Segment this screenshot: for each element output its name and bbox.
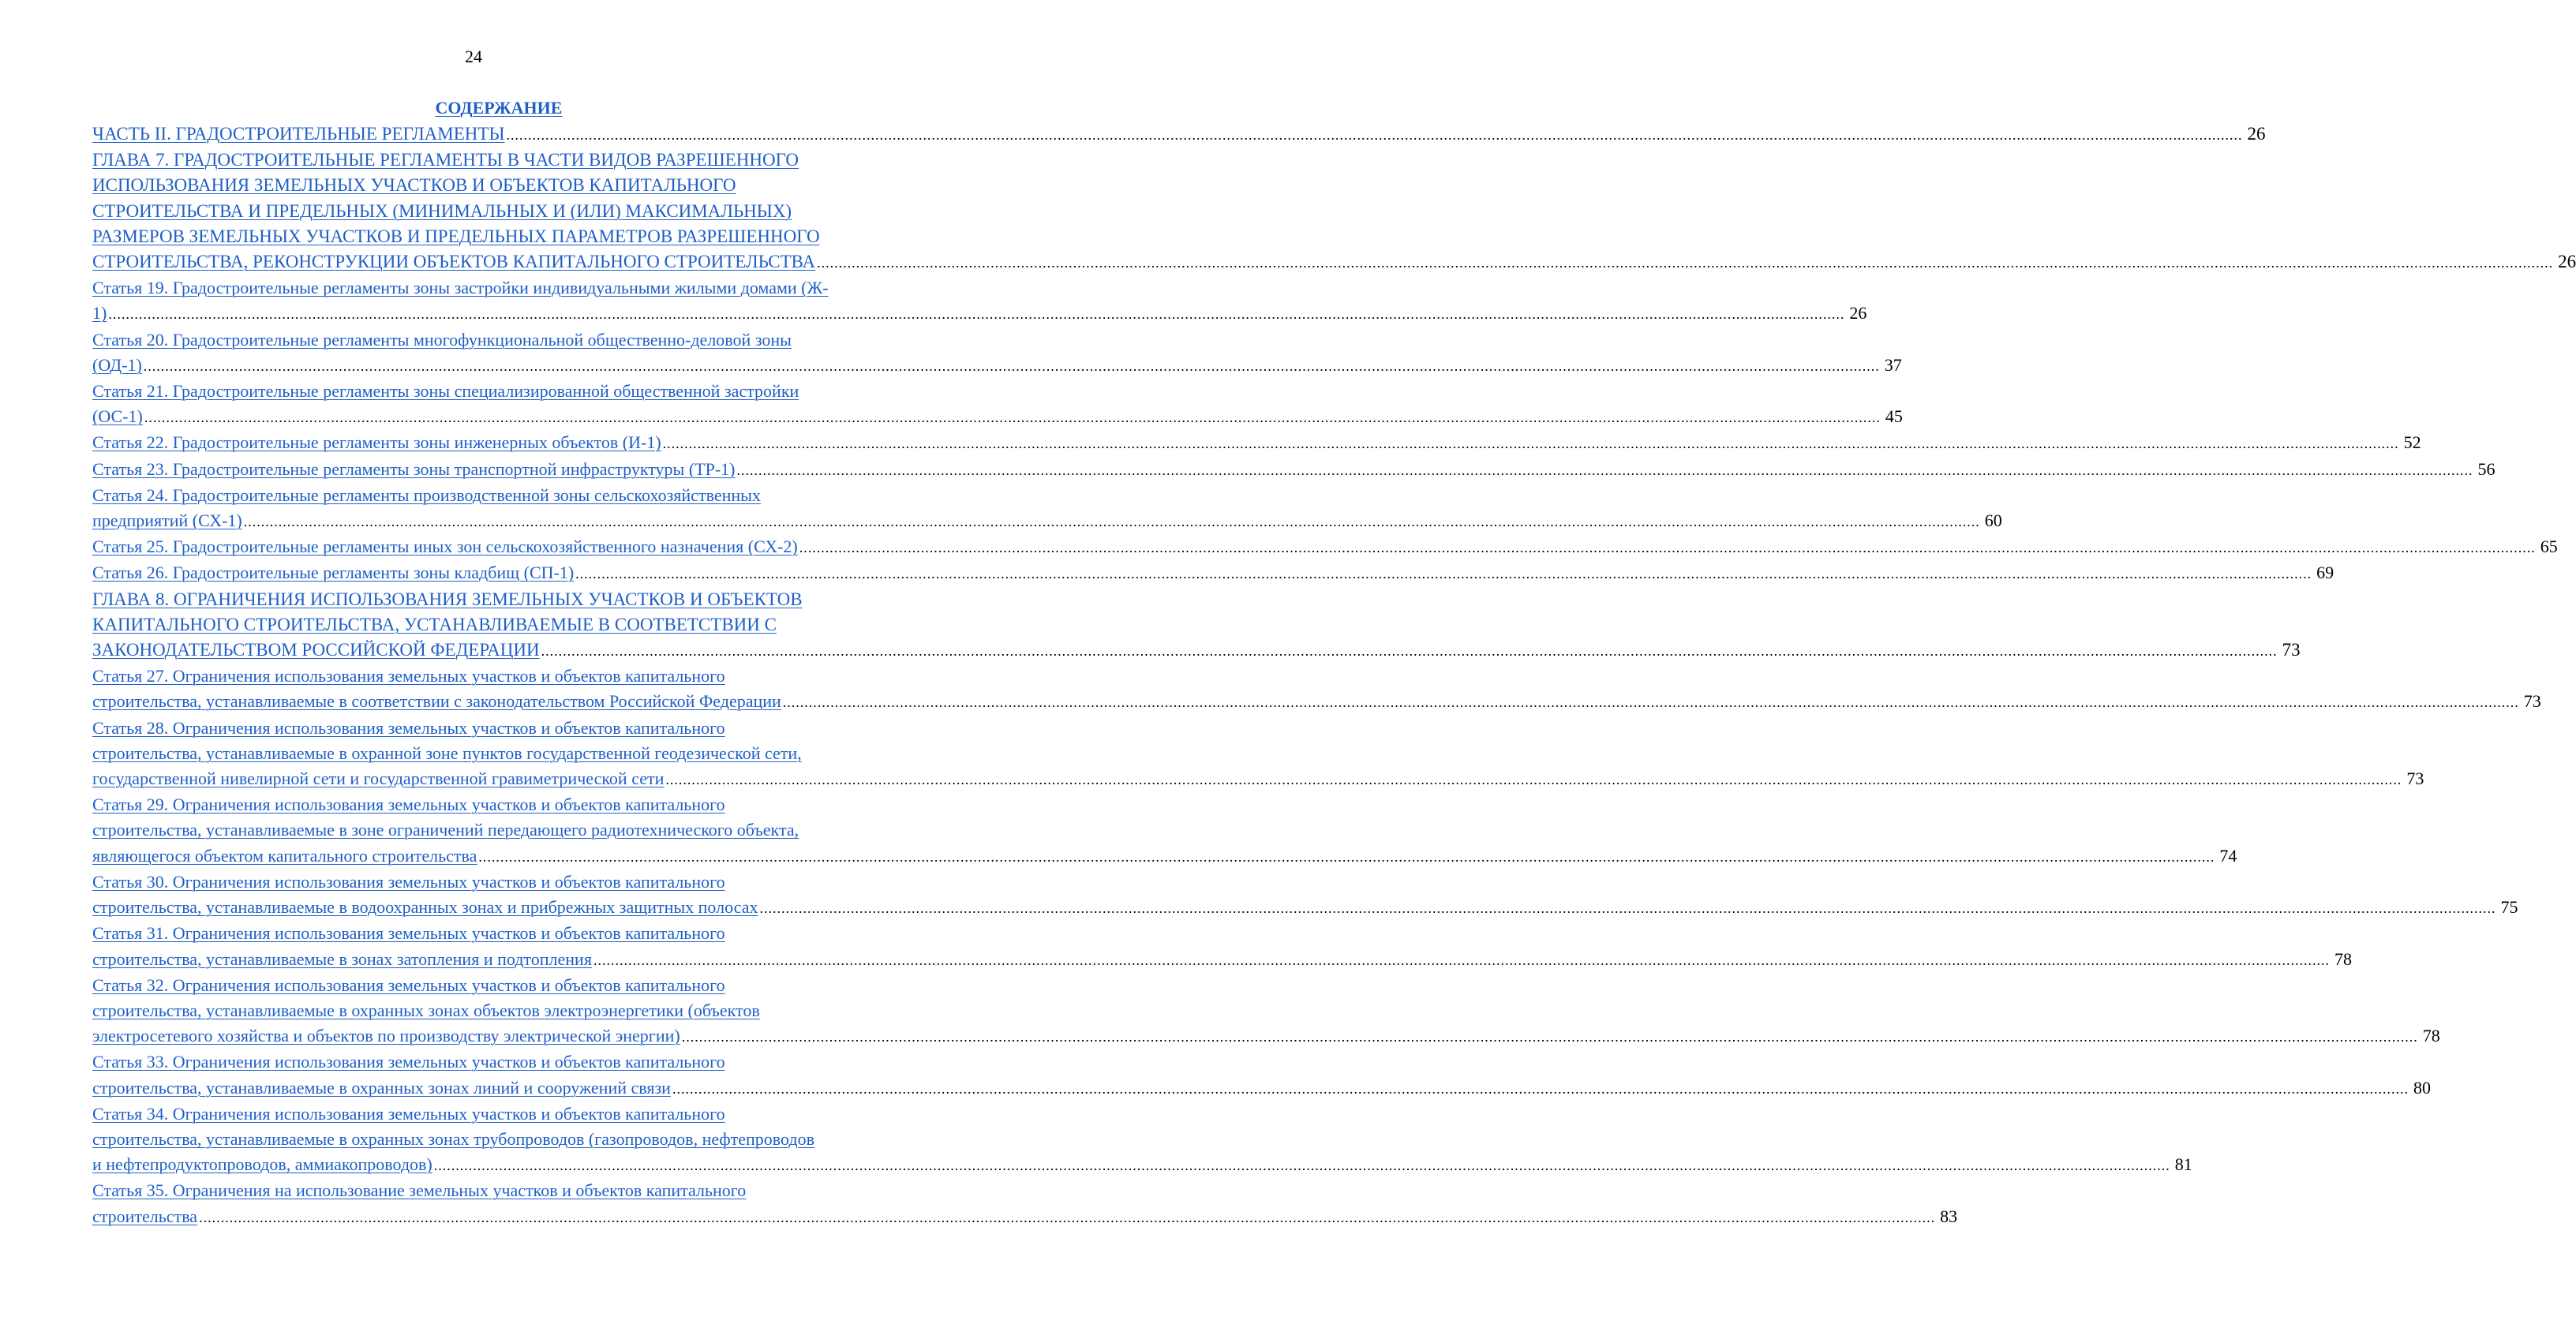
- toc-entry-text: [92, 534, 798, 559]
- toc-entry-line: [92, 998, 889, 1023]
- toc-page-number: 37: [1884, 354, 1902, 375]
- toc-entry[interactable]: [92, 379, 1903, 430]
- toc-entry-link[interactable]: Статья 22. Градостроительные регламенты зоны инженерных объектов (И-1): [92, 432, 661, 453]
- toc-entry-link[interactable]: Статья 27. Ограничения использования земельных участков и объектов капитального: [92, 666, 725, 686]
- toc-entry-link[interactable]: Статья 34. Ограничения использования земельных участков и объектов капитального: [92, 1103, 725, 1124]
- toc-entry[interactable]: [92, 327, 1902, 379]
- toc-entry-line: [92, 612, 889, 638]
- dot-leader: ................................................................................................................................................................................................................................................................................................................................................................................................................: [782, 694, 2519, 711]
- toc-entry[interactable]: [92, 122, 2266, 148]
- toc-entry-link[interactable]: строительства, устанавливаемые в зоне ограничений передающего радиотехнического объекта,: [92, 820, 799, 840]
- toc-entry-line: [92, 1127, 889, 1152]
- toc-page-number: 56: [2477, 458, 2496, 479]
- dot-leader: ................................................................................................................................................................................................................................................................................................................................................................................................................: [681, 1029, 2418, 1045]
- toc-entry-text: [92, 430, 661, 455]
- toc-entry-last-line: [92, 766, 2424, 792]
- toc-entry-line: [92, 224, 889, 249]
- toc-entry-text: [92, 301, 107, 326]
- toc-entry-line: [92, 379, 889, 404]
- toc-entry-link[interactable]: РАЗМЕРОВ ЗЕМЕЛЬНЫХ УЧАСТКОВ И ПРЕДЕЛЬНЫХ ПАРАМЕТРОВ РАЗРЕШЕННОГО: [92, 226, 820, 246]
- toc-entry-last-line: [92, 1075, 2431, 1101]
- toc-page-number: 80: [2413, 1077, 2431, 1098]
- toc-entry-text: [92, 1075, 671, 1101]
- table-of-contents: [92, 122, 2576, 1230]
- toc-page-number: 26: [2558, 252, 2576, 272]
- toc-entry-text: [92, 404, 143, 429]
- toc-entry-link[interactable]: ГЛАВА 8. ОГРАНИЧЕНИЯ ИСПОЛЬЗОВАНИЯ ЗЕМЕЛЬНЫХ УЧАСТКОВ И ОБЪЕКТОВ: [92, 589, 803, 609]
- toc-entry-last-line: [92, 430, 2421, 456]
- toc-entry-link[interactable]: электросетевого хозяйства и объектов по производству электрической энергии): [92, 1026, 680, 1046]
- toc-entry-last-line: [92, 404, 1903, 430]
- toc-entry-line: [92, 173, 889, 198]
- toc-page-number: 52: [2403, 432, 2421, 453]
- toc-entry-line: [92, 1101, 889, 1127]
- toc-page-number: 78: [2422, 1026, 2440, 1046]
- toc-page-number: 75: [2500, 897, 2518, 918]
- toc-entry-link[interactable]: Статья 30. Ограничения использования земельных участков и объектов капитального: [92, 871, 725, 892]
- toc-entry-last-line: [92, 534, 2558, 560]
- dot-leader: ................................................................................................................................................................................................................................................................................................................................................................................................................: [506, 127, 2243, 143]
- page-number: 24: [465, 47, 482, 66]
- toc-entry-text: [92, 353, 142, 378]
- toc-entry[interactable]: [92, 1049, 2431, 1101]
- toc-entry-link[interactable]: СТРОИТЕЛЬСТВА, РЕКОНСТРУКЦИИ ОБЪЕКТОВ КАПИТАЛЬНОГО СТРОИТЕЛЬСТВА: [92, 252, 816, 272]
- toc-entry-link[interactable]: ИСПОЛЬЗОВАНИЯ ЗЕМЕЛЬНЫХ УЧАСТКОВ И ОБЪЕКТОВ КАПИТАЛЬНОГО: [92, 175, 736, 196]
- dot-leader: ................................................................................................................................................................................................................................................................................................................................................................................................................: [817, 255, 2554, 271]
- toc-entry-last-line: [92, 947, 2352, 973]
- toc-entry[interactable]: [92, 664, 2541, 715]
- toc-entry-link[interactable]: строительства, устанавливаемые в охранных зонах трубопроводов (газопроводов, нефтепроводов: [92, 1128, 814, 1149]
- toc-entry-link[interactable]: Статья 33. Ограничения использования земельных участков и объектов капитального: [92, 1052, 725, 1072]
- toc-entry[interactable]: [92, 587, 2301, 664]
- toc-entry-link[interactable]: и нефтепродуктопроводов, аммиакопроводов): [92, 1154, 432, 1175]
- toc-page-number: 45: [1885, 406, 1903, 427]
- toc-entry-last-line: [92, 1023, 2440, 1049]
- toc-entry-link[interactable]: Статья 31. Ограничения использования земельных участков и объектов капитального: [92, 923, 725, 944]
- toc-entry-link[interactable]: 1): [92, 303, 107, 324]
- toc-entry[interactable]: [92, 716, 2424, 793]
- toc-entry-text: [92, 895, 758, 920]
- toc-entry-last-line: [92, 457, 2496, 483]
- toc-entry-line: [92, 275, 889, 301]
- toc-entry-link[interactable]: Статья 25. Градостроительные регламенты иных зон сельскохозяйственного назначения (СХ-2): [92, 537, 798, 557]
- dot-leader: ................................................................................................................................................................................................................................................................................................................................................................................................................: [672, 1080, 2409, 1097]
- toc-entry-text: [92, 638, 540, 663]
- toc-entry-text: [92, 689, 781, 714]
- toc-page-number: 83: [1940, 1206, 1958, 1226]
- toc-entry-line: [92, 664, 889, 689]
- toc-entry-link[interactable]: строительства, устанавливаемые в охранной зоне пунктов государственной геодезической сети,: [92, 742, 802, 763]
- toc-entry-line: [92, 921, 889, 946]
- dot-leader: ................................................................................................................................................................................................................................................................................................................................................................................................................: [575, 566, 2312, 582]
- toc-entry-line: [92, 199, 889, 224]
- toc-entry-link[interactable]: КАПИТАЛЬНОГО СТРОИТЕЛЬСТВА, УСТАНАВЛИВАЕМЫЕ В СООТВЕТСТВИИ С: [92, 614, 777, 634]
- dot-leader: ................................................................................................................................................................................................................................................................................................................................................................................................................: [665, 772, 2402, 788]
- toc-entry-link[interactable]: Статья 19. Градостроительные регламенты зоны застройки индивидуальными жилыми домами (Ж-: [92, 278, 829, 298]
- toc-entry[interactable]: [92, 275, 1867, 327]
- toc-entry-last-line: [92, 1152, 2192, 1178]
- toc-entry-last-line: [92, 301, 1867, 327]
- toc-entry-link[interactable]: ЧАСТЬ II. ГРАДОСТРОИТЕЛЬНЫЕ РЕГЛАМЕНТЫ: [92, 124, 505, 144]
- toc-entry-link[interactable]: строительства, устанавливаемые в охранных зонах объектов электроэнергетики (объектов: [92, 1000, 760, 1020]
- toc-entry-line: [92, 817, 889, 843]
- toc-entry-line: [92, 148, 889, 173]
- toc-entry-last-line: [92, 249, 2576, 275]
- toc-entry-link[interactable]: строительства, устанавливаемые в зонах затопления и подтопления: [92, 948, 592, 969]
- toc-entry-last-line: [92, 895, 2518, 921]
- toc-entry-last-line: [92, 689, 2541, 715]
- toc-entry-link[interactable]: Статья 20. Градостроительные регламенты многофункциональной общественно-деловой зоны: [92, 329, 792, 350]
- toc-entry-text: [92, 947, 592, 972]
- dot-leader: ................................................................................................................................................................................................................................................................................................................................................................................................................: [478, 848, 2215, 865]
- dot-leader: ................................................................................................................................................................................................................................................................................................................................................................................................................: [243, 514, 1980, 530]
- toc-page-number: 73: [2282, 640, 2301, 660]
- toc-entry-text: [92, 508, 242, 533]
- toc-entry-text: [92, 249, 815, 275]
- toc-entry-text: [92, 766, 664, 791]
- toc-page-number: 69: [2316, 563, 2334, 583]
- toc-page-number: 74: [2219, 845, 2237, 866]
- toc-entry[interactable]: [92, 792, 2237, 870]
- toc-entry-link[interactable]: Статья 21. Градостроительные регламенты зоны специализированной общественной застройки: [92, 381, 799, 402]
- toc-entry-link[interactable]: строительства, устанавливаемые в охранных зонах линий и сооружений связи: [92, 1077, 671, 1098]
- toc-entry-link[interactable]: ЗАКОНОДАТЕЛЬСТВОМ РОССИЙСКОЙ ФЕДЕРАЦИИ: [92, 640, 540, 660]
- toc-entry[interactable]: [92, 870, 2518, 921]
- toc-entry[interactable]: [92, 534, 2558, 560]
- toc-entry[interactable]: [92, 921, 2352, 972]
- dot-leader: ................................................................................................................................................................................................................................................................................................................................................................................................................: [433, 1158, 2170, 1174]
- toc-entry-text: [92, 122, 505, 147]
- toc-entry-link[interactable]: строительства, устанавливаемые в водоохранных зонах и прибрежных защитных полосах: [92, 897, 758, 918]
- toc-entry-link[interactable]: ГЛАВА 7. ГРАДОСТРОИТЕЛЬНЫЕ РЕГЛАМЕНТЫ В ЧАСТИ ВИДОВ РАЗРЕШЕННОГО: [92, 150, 799, 170]
- dot-leader: ................................................................................................................................................................................................................................................................................................................................................................................................................: [799, 540, 2536, 556]
- toc-entry-text: [92, 457, 736, 482]
- toc-entry-last-line: [92, 353, 1902, 379]
- toc-entry-link[interactable]: Статья 26. Градостроительные регламенты зоны кладбищ (СП-1): [92, 563, 575, 583]
- toc-page-number: 65: [2540, 537, 2558, 557]
- toc-entry-link[interactable]: строительства, устанавливаемые в соответствии с законодательством Российской Федерации: [92, 691, 781, 712]
- toc-entry-line: [92, 1178, 889, 1203]
- toc-entry[interactable]: [92, 148, 2576, 275]
- toc-entry-last-line: [92, 1204, 1958, 1230]
- toc-page-number: 73: [2406, 769, 2424, 789]
- toc-entry-link[interactable]: Статья 28. Ограничения использования земельных участков и объектов капитального: [92, 717, 725, 738]
- dot-leader: ................................................................................................................................................................................................................................................................................................................................................................................................................: [143, 357, 1880, 374]
- toc-entry-line: [92, 483, 889, 508]
- toc-page-number: 81: [2174, 1154, 2192, 1175]
- toc-entry-link[interactable]: Статья 24. Градостроительные регламенты производственной зоны сельскохозяйственных: [92, 484, 761, 505]
- dot-leader: ................................................................................................................................................................................................................................................................................................................................................................................................................: [759, 900, 2496, 917]
- toc-entry-line: [92, 327, 889, 353]
- toc-entry-link[interactable]: (ОД-1): [92, 354, 142, 375]
- dot-leader: ................................................................................................................................................................................................................................................................................................................................................................................................................: [662, 436, 2399, 452]
- dot-leader: ................................................................................................................................................................................................................................................................................................................................................................................................................: [108, 306, 1845, 323]
- toc-entry-link[interactable]: государственной нивелирной сети и государственной гравиметрической сети: [92, 769, 665, 789]
- toc-page-number: 26: [1849, 303, 1867, 324]
- dot-leader: ................................................................................................................................................................................................................................................................................................................................................................................................................: [736, 462, 2473, 478]
- toc-entry-last-line: [92, 508, 2002, 534]
- toc-entry-text: [92, 1204, 197, 1229]
- toc-entry-line: [92, 716, 889, 741]
- toc-entry-link[interactable]: Статья 23. Градостроительные регламенты зоны транспортной инфраструктуры (ТР-1): [92, 458, 736, 479]
- toc-entry-link[interactable]: строительства: [92, 1206, 198, 1226]
- toc-entry-line: [92, 792, 889, 817]
- dot-leader: ................................................................................................................................................................................................................................................................................................................................................................................................................: [541, 643, 2278, 660]
- toc-entry-link[interactable]: являющегося объектом капитального строительства: [92, 845, 477, 866]
- toc-entry-link[interactable]: СТРОИТЕЛЬСТВА И ПРЕДЕЛЬНЫХ (МИНИМАЛЬНЫХ И (ИЛИ) МАКСИМАЛЬНЫХ): [92, 200, 792, 221]
- toc-entry[interactable]: [92, 973, 2440, 1050]
- toc-entry-last-line: [92, 122, 2266, 148]
- toc-entry-link[interactable]: (ОС-1): [92, 406, 143, 427]
- toc-entry[interactable]: [92, 430, 2421, 456]
- toc-entry-link[interactable]: предприятий (СХ-1): [92, 511, 242, 531]
- toc-entry-line: [92, 741, 889, 766]
- toc-title: [0, 97, 998, 119]
- dot-leader: ................................................................................................................................................................................................................................................................................................................................................................................................................: [144, 410, 1881, 426]
- toc-entry-line: [92, 1049, 889, 1075]
- toc-entry-text: [92, 560, 574, 585]
- toc-page-number: 60: [1984, 511, 2002, 531]
- dot-leader: ................................................................................................................................................................................................................................................................................................................................................................................................................: [199, 1209, 1936, 1225]
- toc-entry-last-line: [92, 638, 2301, 664]
- toc-entry-link[interactable]: Статья 35. Ограничения на использование земельных участков и объектов капитального: [92, 1180, 747, 1201]
- toc-entry-link[interactable]: Статья 29. Ограничения использования земельных участков и объектов капитального: [92, 795, 725, 815]
- toc-entry[interactable]: [92, 560, 2334, 586]
- toc-entry[interactable]: [92, 483, 2002, 534]
- toc-entry[interactable]: [92, 1178, 1958, 1229]
- toc-entry-line: [92, 587, 889, 612]
- toc-entry-line: [92, 973, 889, 998]
- toc-title-link[interactable]: СОДЕРЖАНИЕ: [435, 98, 563, 118]
- toc-page-number: 26: [2247, 124, 2266, 144]
- toc-entry-last-line: [92, 560, 2334, 586]
- toc-entry[interactable]: [92, 457, 2496, 483]
- toc-entry[interactable]: [92, 1101, 2192, 1179]
- toc-entry-text: [92, 1152, 432, 1177]
- toc-page-number: 78: [2334, 948, 2352, 969]
- toc-entry-link[interactable]: Статья 32. Ограничения использования земельных участков и объектов капитального: [92, 974, 725, 995]
- toc-entry-text: [92, 1023, 680, 1049]
- dot-leader: ................................................................................................................................................................................................................................................................................................................................................................................................................: [593, 952, 2330, 968]
- toc-entry-line: [92, 870, 889, 895]
- toc-entry-text: [92, 843, 477, 869]
- toc-entry-last-line: [92, 843, 2237, 870]
- toc-page-number: 73: [2523, 691, 2541, 712]
